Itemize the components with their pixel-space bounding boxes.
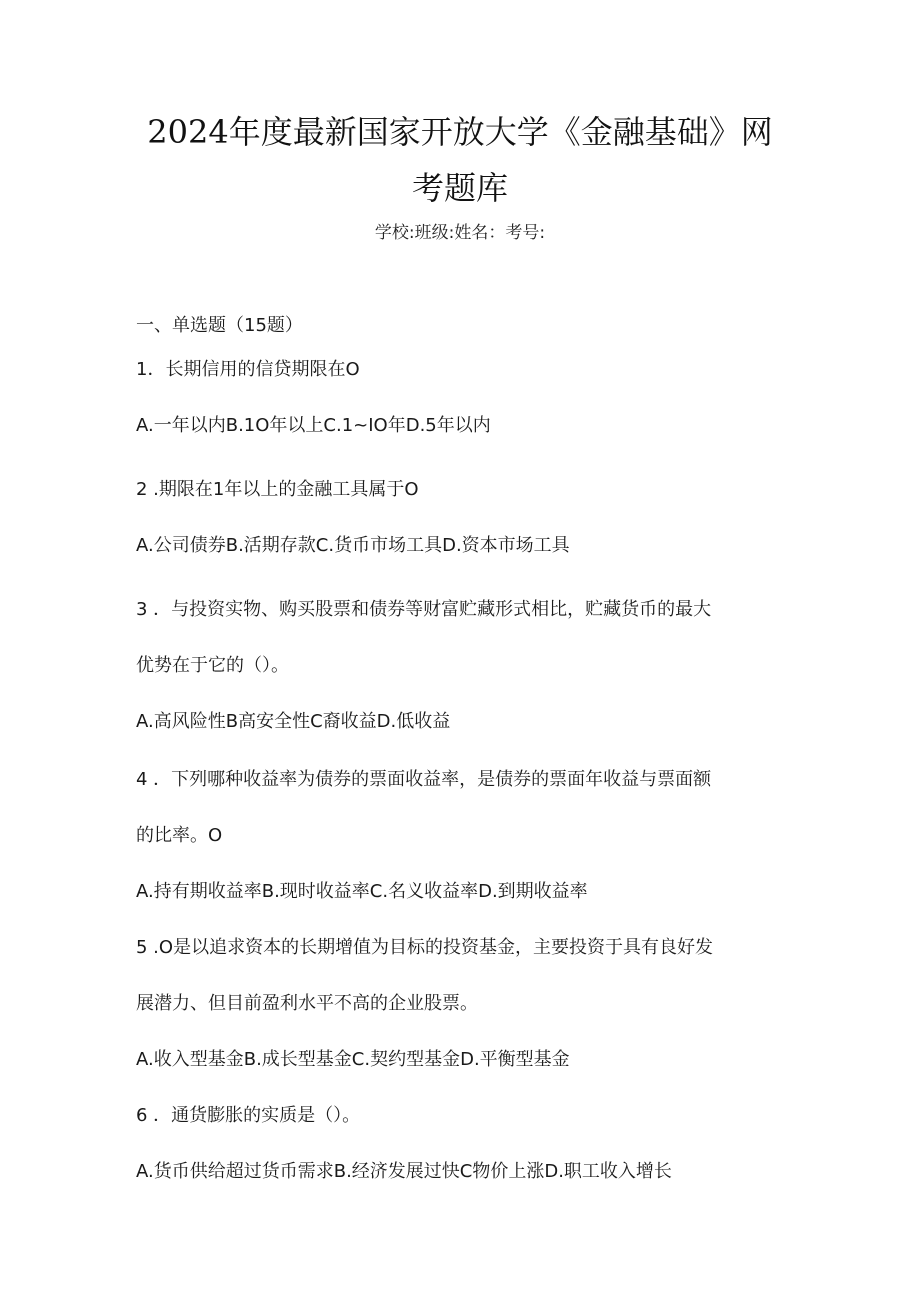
question-options: A.收入型基金B.成长型基金C.契约型基金D.平衡型基金 — [136, 1049, 570, 1070]
student-info-line: 学校:班级:姓名：考号: — [374, 223, 546, 243]
question-6 — [136, 1088, 796, 1200]
question-options: A.高风险性B高安全性C裔收益D.低收益 — [136, 711, 451, 732]
question-options: A.持有期收益率B.现时收益率C.名义收益率D.到期收益率 — [136, 881, 588, 902]
question-text-line: 1．长期信用的信贷期限在O — [136, 359, 360, 380]
question-text-line: 的比率。O — [136, 825, 223, 846]
document-title — [100, 104, 820, 216]
question-1 — [136, 342, 796, 454]
question-text-line: 3 ．与投资实物、购买股票和债券等财富贮藏形式相比，贮藏货币的最大 — [136, 599, 712, 620]
question-text-line: 优势在于它的（）。 — [136, 655, 289, 676]
question-options: A.一年以内B.1O年以上C.1~IO年D.5年以内 — [136, 415, 491, 436]
question-3 — [136, 582, 796, 750]
title-line-1: 2024年度最新国家开放大学《金融基础》网 — [147, 113, 773, 151]
question-2 — [136, 462, 796, 574]
question-options: A.公司债券B.活期存款C.货币市场工具D.资本市场工具 — [136, 535, 570, 556]
section-heading: 一、单选题（15题） — [136, 315, 303, 336]
question-text-line: 2 .期限在1年以上的金融工具属于O — [136, 479, 419, 500]
question-text-line: 展潜力、但目前盈利水平不高的企业股票。 — [136, 993, 478, 1014]
question-4 — [136, 752, 796, 920]
question-5 — [136, 920, 796, 1088]
question-text-line: 4 ．下列哪种收益率为债券的票面收益率，是债券的票面年收益与票面额 — [136, 769, 712, 790]
title-line-2: 考题库 — [411, 169, 508, 207]
question-options: A.货币供给超过货币需求B.经济发展过快C物价上涨D.职工收入增长 — [136, 1161, 672, 1182]
question-text-line: 5 .O是以追求资本的长期增值为目标的投资基金，主要投资于具有良好发 — [136, 937, 714, 958]
question-text-line: 6 ．通货膨胀的实质是（）。 — [136, 1105, 361, 1126]
